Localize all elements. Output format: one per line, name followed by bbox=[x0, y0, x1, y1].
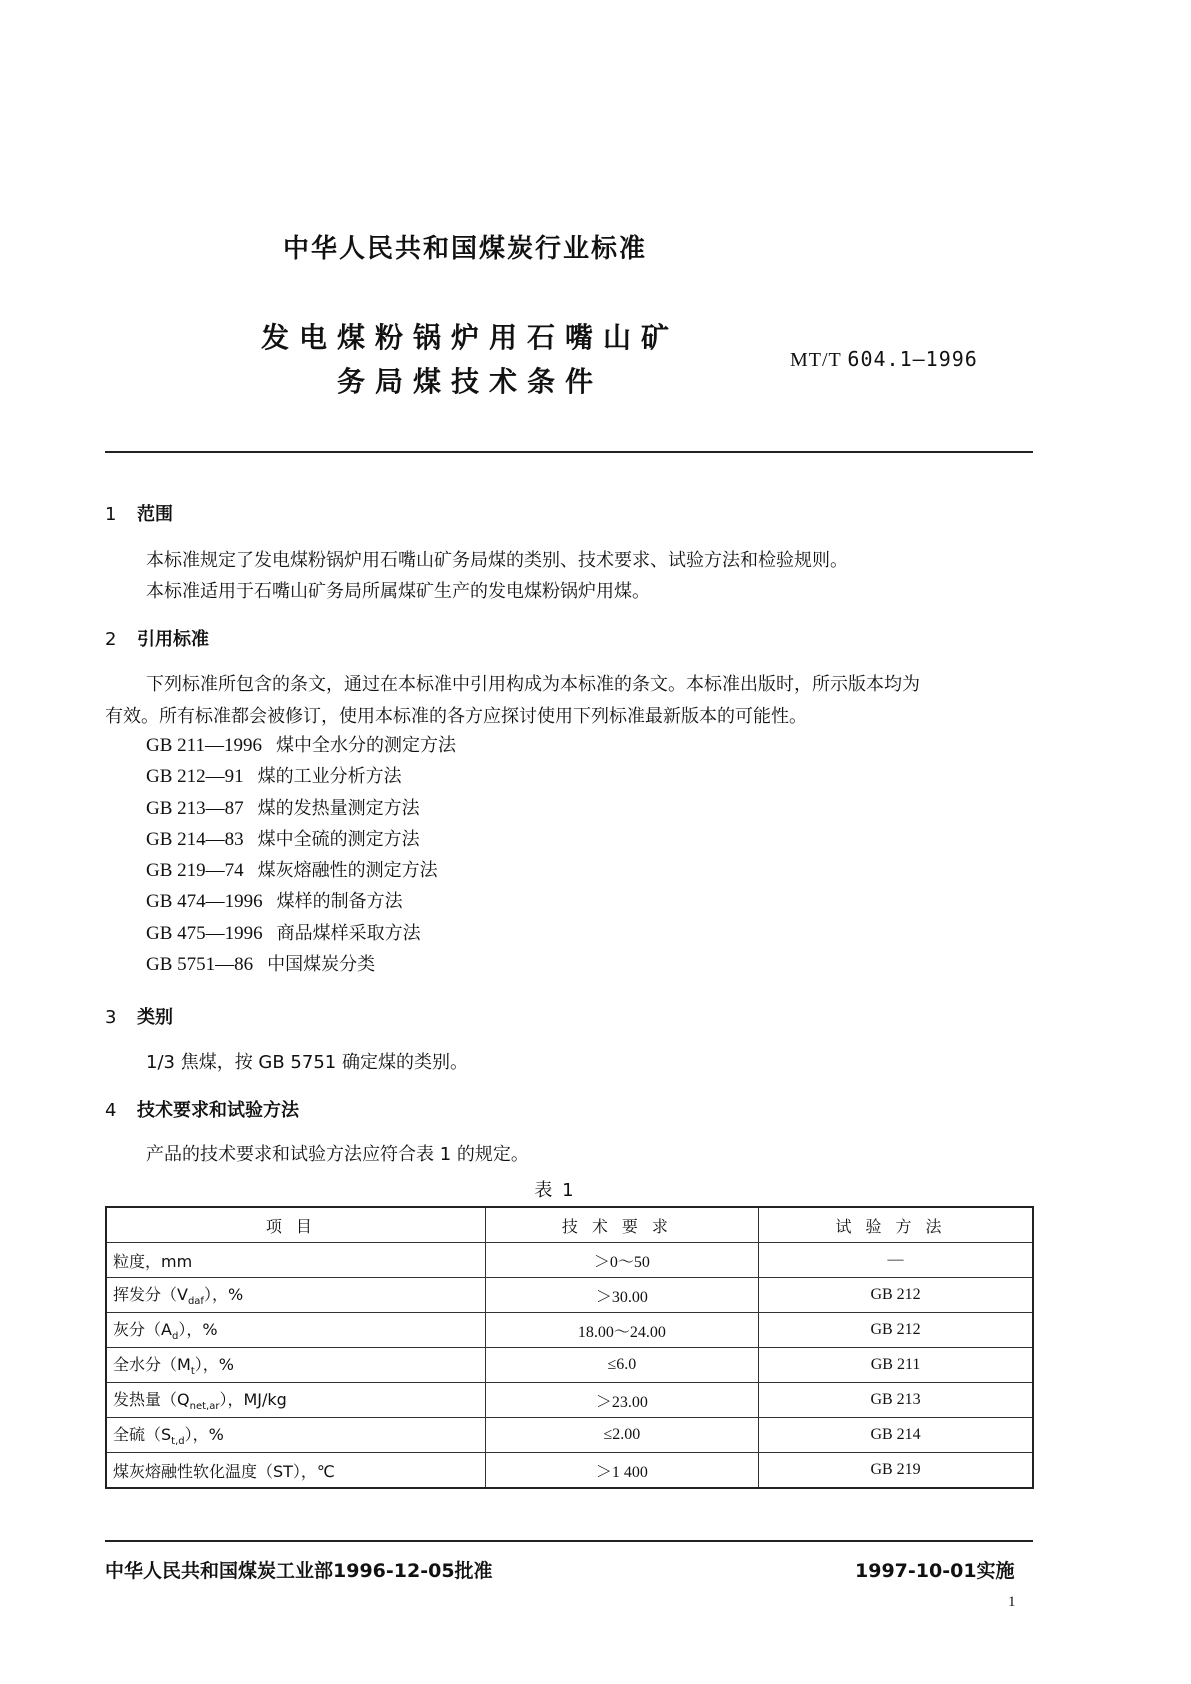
section-2-heading bbox=[105, 625, 209, 651]
issuing-body-header: 中华人民共和国煤炭行业标准 bbox=[282, 234, 647, 264]
method-cell: GB 212 bbox=[759, 1313, 1033, 1348]
table-header-row bbox=[106, 1207, 1033, 1243]
reference-code: GB 213—87 bbox=[146, 797, 244, 819]
referenced-standards-list bbox=[146, 730, 456, 980]
reference-item bbox=[146, 855, 456, 886]
section-title: 技术要求和试验方法 bbox=[137, 1100, 299, 1121]
standard-prefix: MT/T bbox=[790, 349, 842, 371]
section-1-para-1: 本标准规定了发电煤粉锅炉用石嘴山矿务局煤的类别、技术要求、试验方法和检验规则。 bbox=[146, 550, 848, 571]
column-header-requirement: 技术要求 bbox=[485, 1207, 758, 1243]
reference-name: 煤中全硫的测定方法 bbox=[257, 828, 420, 850]
method-cell: GB 213 bbox=[759, 1383, 1033, 1418]
page-number: 1 bbox=[1008, 1594, 1016, 1610]
reference-code: GB 212—91 bbox=[146, 766, 244, 788]
requirement-cell: ＞23.00 bbox=[485, 1383, 758, 1418]
method-cell: — bbox=[759, 1243, 1033, 1278]
item-cell: 粒度，mm bbox=[106, 1243, 485, 1278]
reference-code: GB 211—1996 bbox=[146, 735, 262, 756]
section-1-heading bbox=[105, 500, 173, 526]
section-4-heading bbox=[105, 1096, 299, 1122]
reference-name: 中国煤炭分类 bbox=[267, 954, 376, 976]
table-row bbox=[106, 1243, 1033, 1278]
table-row bbox=[106, 1278, 1033, 1313]
requirement-cell: ≤6.0 bbox=[485, 1348, 758, 1383]
reference-code: GB 214—83 bbox=[146, 828, 244, 850]
section-title: 引用标准 bbox=[137, 629, 209, 650]
section-1-para-2: 本标准适用于石嘴山矿务局所属煤矿生产的发电煤粉锅炉用煤。 bbox=[146, 581, 650, 602]
section-4-para-1: 产品的技术要求和试验方法应符合表 1 的规定。 bbox=[146, 1144, 529, 1165]
section-title: 类别 bbox=[137, 1007, 173, 1028]
section-3-heading bbox=[105, 1003, 173, 1029]
reference-item bbox=[146, 824, 456, 855]
table-row bbox=[106, 1453, 1033, 1489]
reference-name: 煤的发热量测定方法 bbox=[257, 797, 420, 819]
item-cell: 灰分$(A_d)$，% bbox=[106, 1313, 485, 1348]
section-2-intro-line-1: 下列标准所包含的条文，通过在本标准中引用构成为本标准的条文。本标准出版时，所示版本均为 bbox=[146, 674, 920, 695]
approval-statement: 中华人民共和国煤炭工业部1996-12-05批准 bbox=[105, 1560, 493, 1582]
effective-date: 1997-10-01实施 bbox=[855, 1560, 1015, 1582]
reference-item bbox=[146, 793, 456, 824]
reference-code: GB 474—1996 bbox=[146, 891, 263, 913]
reference-name: 煤的工业分析方法 bbox=[257, 766, 402, 788]
section-2-intro bbox=[105, 669, 1035, 733]
reference-item bbox=[146, 886, 456, 917]
item-cell: 发热量$(Q_{net,ar})$，MJ/kg bbox=[106, 1383, 485, 1418]
requirement-cell: 18.00～24.00 bbox=[485, 1313, 758, 1348]
section-number: 4 bbox=[105, 1100, 117, 1121]
document-title-line-2: 务局煤技术条件 bbox=[336, 365, 603, 398]
section-number: 2 bbox=[105, 629, 117, 650]
reference-item bbox=[146, 730, 456, 761]
column-header-item: 项目 bbox=[106, 1207, 485, 1243]
table-row bbox=[106, 1348, 1033, 1383]
method-cell: GB 211 bbox=[759, 1348, 1033, 1383]
footer-divider bbox=[105, 1540, 1033, 1542]
method-cell: GB 214 bbox=[759, 1418, 1033, 1453]
standard-code bbox=[790, 347, 978, 372]
method-cell: GB 212 bbox=[759, 1278, 1033, 1313]
item-cell: 全硫$(S_{t,d})$，% bbox=[106, 1418, 485, 1453]
requirement-cell: ＞30.00 bbox=[485, 1278, 758, 1313]
item-cell: 全水分$(M_t)$，% bbox=[106, 1348, 485, 1383]
table-row bbox=[106, 1418, 1033, 1453]
document-title-line-1: 发电煤粉锅炉用石嘴山矿 bbox=[260, 321, 679, 354]
section-2-intro-line-2: 有效。所有标准都会被修订，使用本标准的各方应探讨使用下列标准最新版本的可能性。 bbox=[105, 706, 807, 727]
item-cell: 挥发分$(V_{daf})$，% bbox=[106, 1278, 485, 1313]
section-title: 范围 bbox=[137, 504, 173, 525]
section-number: 1 bbox=[105, 504, 117, 525]
table-row bbox=[106, 1313, 1033, 1348]
technical-requirements-table bbox=[105, 1206, 1034, 1489]
method-cell: GB 219 bbox=[759, 1453, 1033, 1489]
reference-item bbox=[146, 918, 456, 949]
reference-item bbox=[146, 949, 456, 980]
reference-code: GB 475—1996 bbox=[146, 922, 263, 944]
reference-name: 煤灰熔融性的测定方法 bbox=[257, 860, 438, 882]
section-number: 3 bbox=[105, 1007, 117, 1028]
reference-name: 煤中全水分的测定方法 bbox=[275, 735, 456, 756]
reference-code: GB 219—74 bbox=[146, 860, 244, 882]
reference-item bbox=[146, 761, 456, 792]
standard-number: 604.1—1996 bbox=[847, 347, 978, 371]
requirement-cell: ≤2.00 bbox=[485, 1418, 758, 1453]
requirement-cell: ＞0～50 bbox=[485, 1243, 758, 1278]
table-caption: 表 1 bbox=[534, 1180, 576, 1201]
column-header-method: 试验方法 bbox=[759, 1207, 1033, 1243]
table-row bbox=[106, 1383, 1033, 1418]
reference-code: GB 5751—86 bbox=[146, 954, 254, 976]
item-cell: 煤灰熔融性软化温度（ST），℃ bbox=[106, 1453, 485, 1489]
reference-name: 商品煤样采取方法 bbox=[276, 922, 421, 944]
header-divider bbox=[105, 451, 1033, 453]
reference-name: 煤样的制备方法 bbox=[276, 891, 403, 913]
requirement-cell: ＞1 400 bbox=[485, 1453, 758, 1489]
section-3-para-1: 1/3 焦煤，按 GB 5751 确定煤的类别。 bbox=[146, 1052, 468, 1073]
